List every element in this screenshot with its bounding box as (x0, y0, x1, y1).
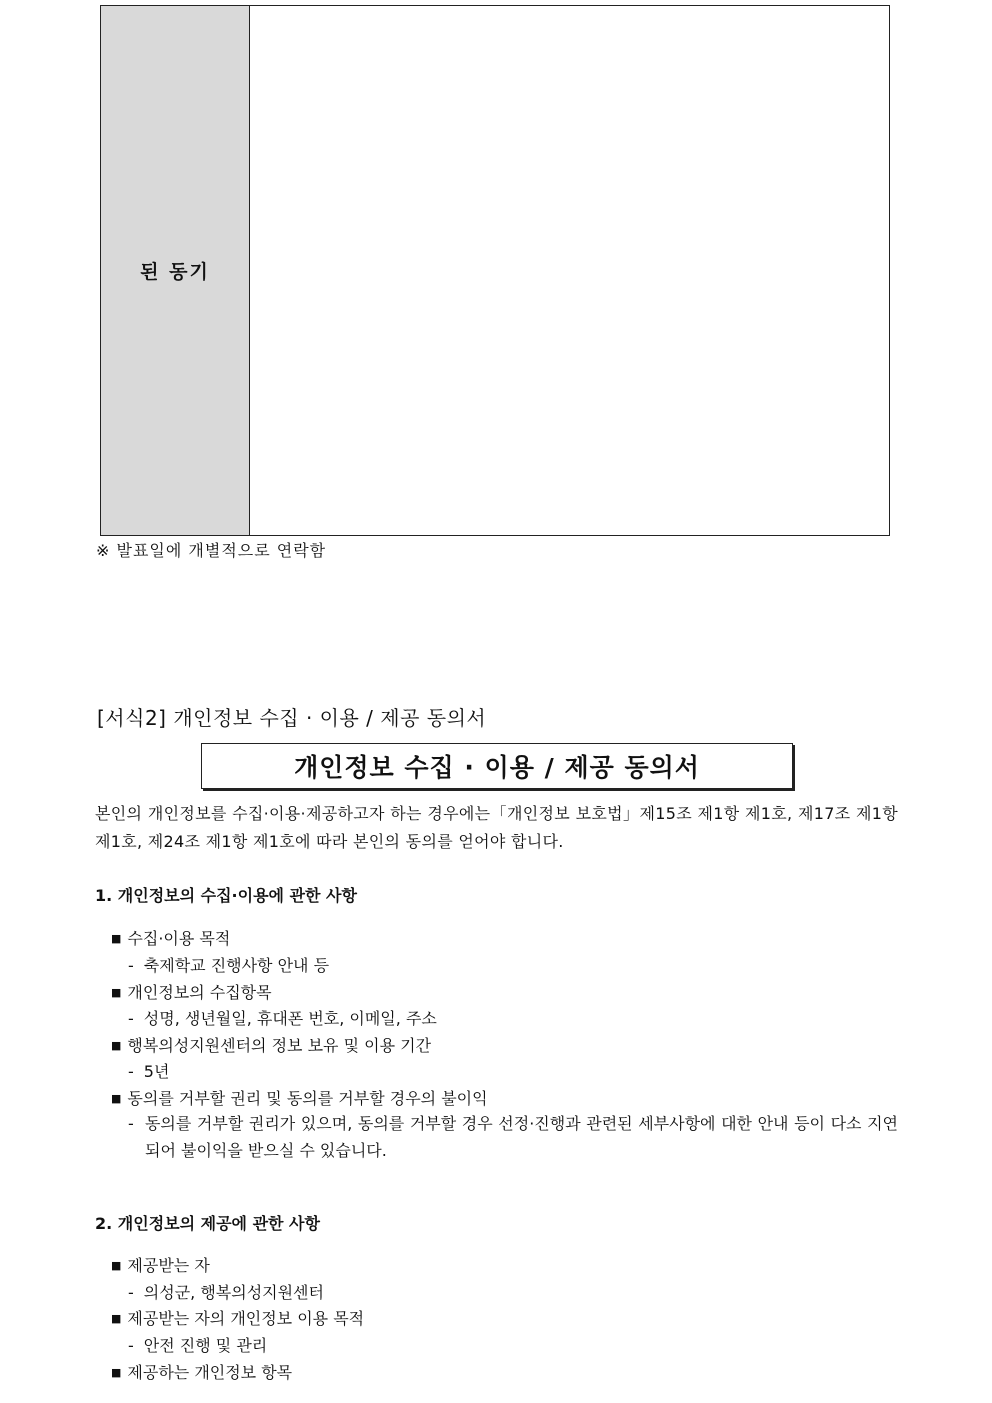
square-bullet-icon: ■ (111, 1039, 122, 1052)
detail-text: 축제학교 진행사항 안내 등 (143, 956, 330, 975)
item-label: 수집·이용 목적 (127, 929, 231, 948)
detail-collected-fields (128, 1006, 437, 1029)
section-heading-provision: 2. 개인정보의 제공에 관한 사항 (95, 1214, 320, 1233)
dash-marker: - (128, 1062, 134, 1081)
detail-retention-period (128, 1059, 169, 1082)
announcement-note: ※ 발표일에 개별적으로 연락함 (96, 541, 327, 560)
square-bullet-icon: ■ (111, 986, 122, 999)
item-label: 제공하는 개인정보 항목 (127, 1363, 293, 1382)
form-label: [서식2] 개인정보 수집 · 이용 / 제공 동의서 (97, 706, 487, 730)
section-heading-collection: 1. 개인정보의 수집·이용에 관한 사항 (95, 886, 357, 905)
motive-table (100, 5, 890, 536)
detail-recipient-purpose (128, 1333, 267, 1356)
item-retention-period (111, 1033, 431, 1056)
square-bullet-icon: ■ (111, 1312, 122, 1325)
motive-content-cell[interactable] (250, 6, 889, 535)
item-right-to-refuse (111, 1086, 488, 1109)
detail-recipient (128, 1280, 324, 1303)
detail-text: 5년 (143, 1062, 170, 1081)
item-label: 행복의성지원센터의 정보 보유 및 이용 기간 (127, 1036, 432, 1055)
item-provided-fields (111, 1360, 292, 1383)
detail-collection-purpose (128, 953, 329, 976)
detail-text: 안전 진행 및 관리 (143, 1336, 268, 1355)
square-bullet-icon: ■ (111, 1366, 122, 1379)
dash-marker: - (128, 956, 134, 975)
dash-marker: - (128, 1009, 134, 1028)
dash-marker: - (128, 1114, 134, 1133)
item-recipient-purpose (111, 1306, 364, 1329)
dash-marker: - (128, 1283, 134, 1302)
motive-label-cell: 된 동기 (101, 6, 250, 535)
detail-text: 의성군, 행복의성지원센터 (143, 1283, 324, 1302)
square-bullet-icon: ■ (111, 932, 122, 945)
item-label: 제공받는 자 (127, 1256, 210, 1275)
item-label: 제공받는 자의 개인정보 이용 목적 (127, 1309, 365, 1328)
dash-marker: - (128, 1336, 134, 1355)
detail-right-to-refuse (128, 1110, 898, 1164)
intro-paragraph: 본인의 개인정보를 수집·이용·제공하고자 하는 경우에는「개인정보 보호법」제15조 제1항 제1호, 제17조 제1항 제1호, 제24조 제1항 제1호에 따라 본인의 동의를 얻어야 합니다. (95, 804, 898, 851)
item-collected-fields (111, 980, 272, 1003)
detail-text: 성명, 생년월일, 휴대폰 번호, 이메일, 주소 (143, 1009, 437, 1028)
consent-form-title: 개인정보 수집 · 이용 / 제공 동의서 (201, 743, 793, 789)
item-label: 동의를 거부할 권리 및 동의를 거부할 경우의 불이익 (127, 1089, 488, 1108)
item-recipient (111, 1253, 210, 1276)
square-bullet-icon: ■ (111, 1259, 122, 1272)
item-collection-purpose (111, 926, 230, 949)
detail-text: 동의를 거부할 권리가 있으며, 동의를 거부할 경우 선정·진행과 관련된 세부사항에 대한 안내 등이 다소 지연되어 불이익을 받으실 수 있습니다. (144, 1114, 899, 1160)
square-bullet-icon: ■ (111, 1092, 122, 1105)
item-label: 개인정보의 수집항목 (127, 983, 272, 1002)
